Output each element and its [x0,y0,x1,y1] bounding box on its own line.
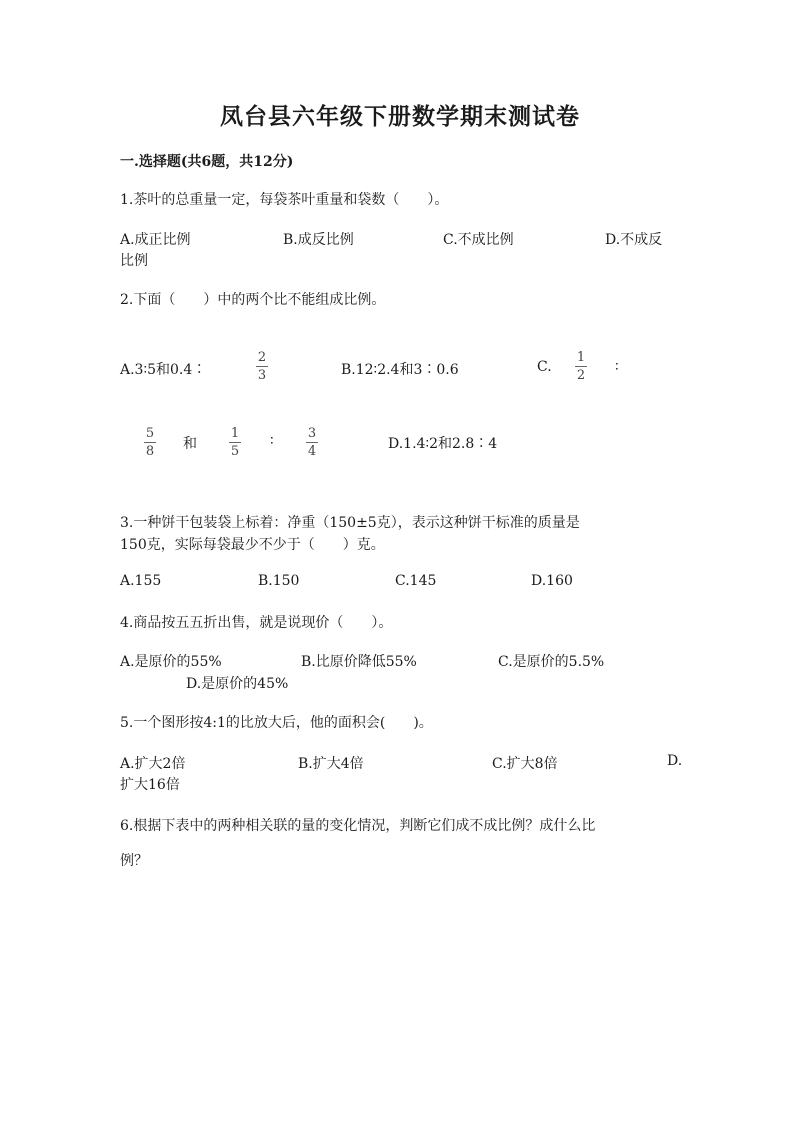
question-4-option-b[interactable]: B.比原价降低55% [301,654,417,670]
question-3-option-d[interactable]: D.160 [531,573,573,589]
question-5-text: 5.一个图形按4:1的比放大后，他的面积会( )。 [120,715,433,731]
question-2-option-b[interactable]: B.12∶2.4和3∶0.6 [341,362,459,378]
question-2-option-c-fraction-3-4 [306,426,318,459]
fraction-bar [256,366,268,367]
fraction-denominator: 5 [230,444,240,459]
fraction-numerator: 1 [230,426,240,441]
question-3-option-b[interactable]: B.150 [258,573,300,589]
question-4-option-c[interactable]: C.是原价的5.5% [498,654,605,670]
question-6-text-line2: 例？ [120,853,148,869]
fraction-bar [144,442,156,443]
question-4-option-a[interactable]: A.是原价的55% [120,654,222,670]
question-5-option-b[interactable]: B.扩大4倍 [298,756,364,772]
fraction-numerator: 3 [307,426,317,441]
ratio-colon: ∶ [270,433,274,449]
fraction-numerator: 1 [576,350,586,365]
question-2-option-c-fraction-5-8 [144,426,156,459]
ratio-colon: ∶ [615,359,619,375]
fraction-bar [575,366,587,367]
fraction-numerator: 5 [145,426,155,441]
question-2-option-d[interactable]: D.1.4∶2和2.8∶4 [388,436,498,452]
question-5-option-d-continued: 扩大16倍 [120,777,180,793]
section-heading: 一.选择题(共6题，共12分) [120,154,294,170]
fraction-denominator: 8 [145,444,155,459]
question-5-option-d[interactable]: D. [667,753,683,769]
question-2-option-c[interactable]: C. [537,359,552,375]
question-3-text-line2: 150克，实际每袋最少不少于（ ）克。 [120,537,385,553]
question-4-text: 4.商品按五五折出售，就是说现价（ ）。 [120,615,393,631]
question-1-option-d[interactable]: D.不成反 [605,232,663,248]
question-6-text-line1: 6.根据下表中的两种相关联的量的变化情况，判断它们成不成比例？成什么比 [120,818,596,834]
page-title: 凤台县六年级下册数学期末测试卷 [220,103,580,130]
question-3-option-c[interactable]: C.145 [395,573,437,589]
question-5-option-c[interactable]: C.扩大8倍 [492,756,558,772]
question-1-option-b[interactable]: B.成反比例 [283,232,354,248]
question-3-option-a[interactable]: A.155 [120,573,162,589]
fraction-bar [229,442,241,443]
question-4-option-d[interactable]: D.是原价的45% [186,676,289,692]
question-1-option-d-continued: 比例 [120,253,148,269]
question-2-option-a[interactable]: A.3∶5和0.4∶ [120,362,207,378]
question-1-option-a[interactable]: A.成正比例 [120,232,191,248]
fraction-denominator: 3 [257,368,267,383]
conjunction-and: 和 [183,436,197,452]
question-1-text: 1.茶叶的总重量一定，每袋茶叶重量和袋数（ ）。 [120,192,449,208]
question-3-text-line1: 3.一种饼干包装袋上标着：净重（150±5克），表示这种饼干标准的质量是 [120,515,580,531]
question-5-option-a[interactable]: A.扩大2倍 [120,756,186,772]
fraction-bar [306,442,318,443]
question-2-text: 2.下面（ ）中的两个比不能组成比例。 [120,292,386,308]
fraction-numerator: 2 [257,350,267,365]
question-2-option-c-fraction [575,350,587,383]
fraction-denominator: 4 [307,444,317,459]
fraction-denominator: 2 [576,368,586,383]
question-2-option-c-fraction-1-5 [229,426,241,459]
question-1-option-c[interactable]: C.不成比例 [443,232,514,248]
question-2-option-a-fraction [256,350,268,383]
